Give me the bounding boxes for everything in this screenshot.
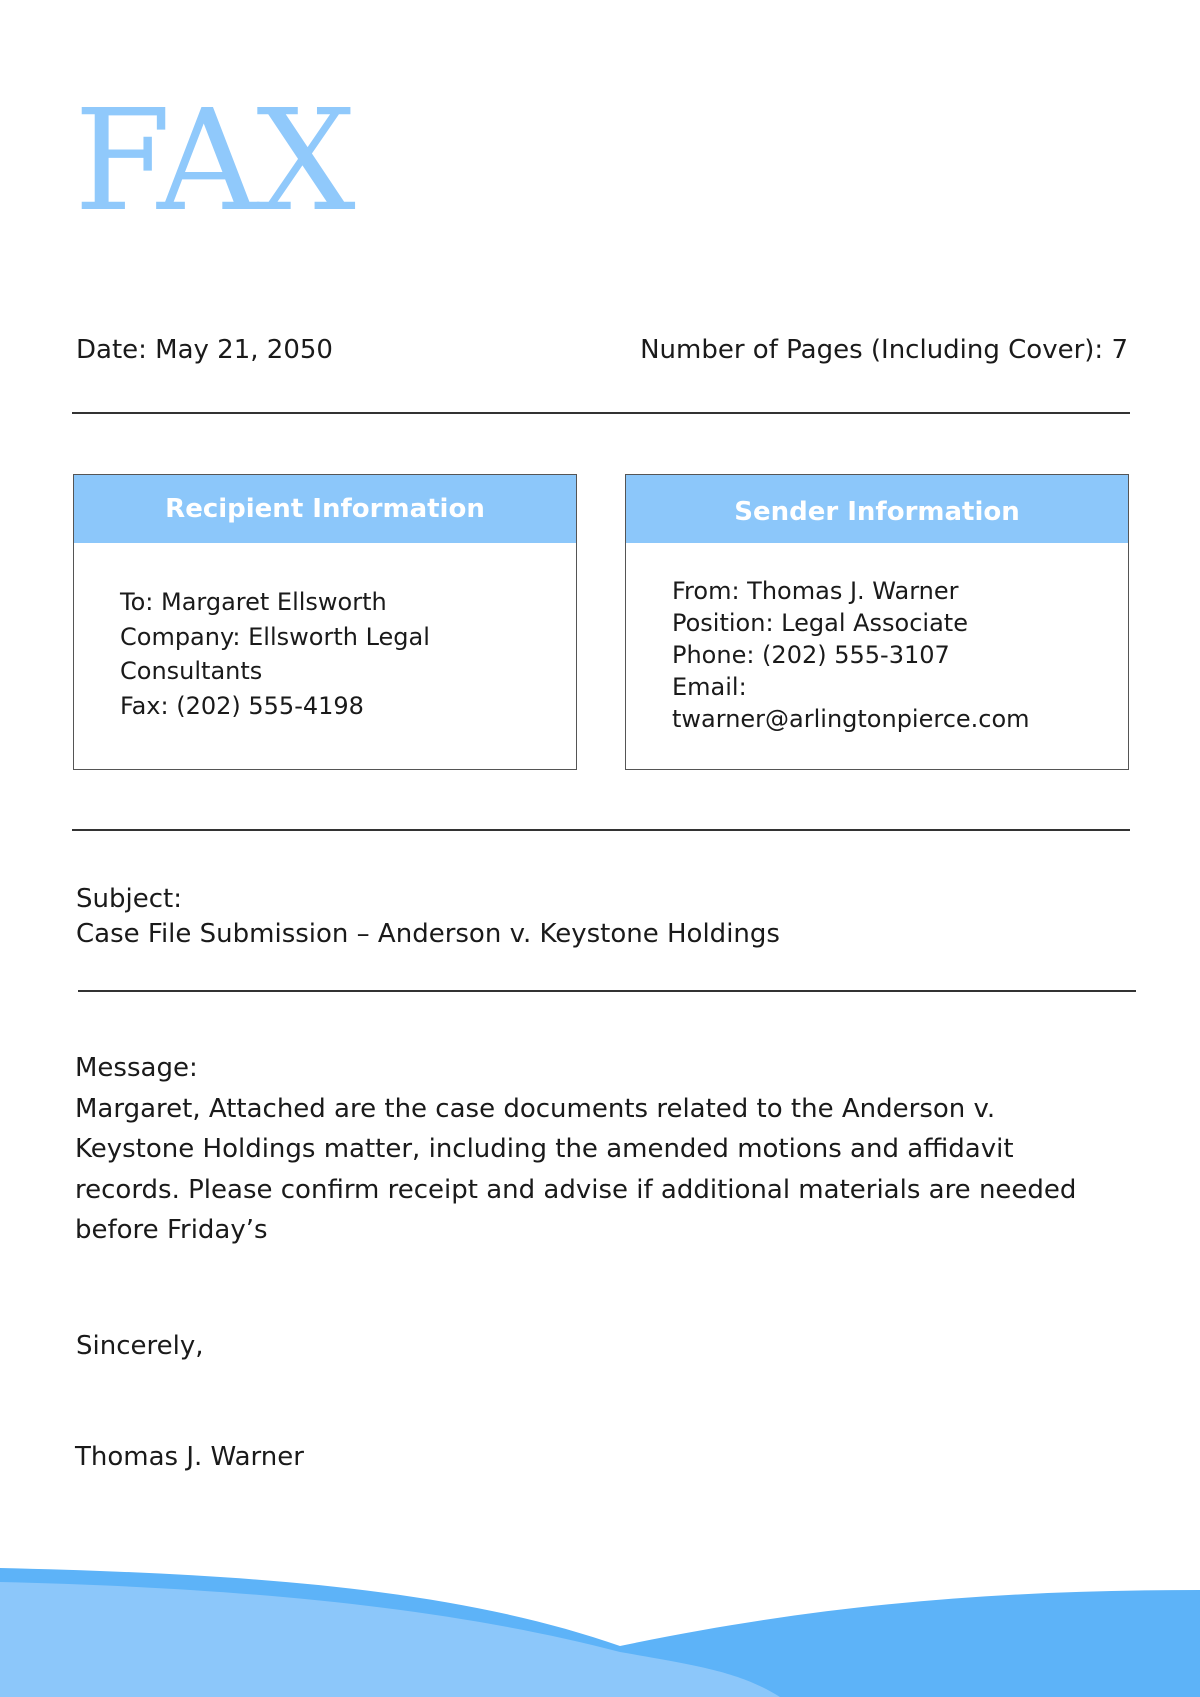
sender-info-body (672, 575, 1108, 735)
sender-from: From: Thomas J. Warner (672, 577, 959, 605)
divider-middle (72, 829, 1130, 831)
recipient-to: To: Margaret Ellsworth (120, 588, 387, 616)
message-line-2: Keystone Holdings matter, including the amended motions and affidavit (75, 1134, 1014, 1164)
recipient-info-heading: Recipient Information (74, 475, 576, 543)
sender-signature-name: Thomas J. Warner (75, 1442, 304, 1472)
message-line-1: Margaret, Attached are the case documents related to the Anderson v. (75, 1093, 996, 1124)
sender-email-label: Email: (672, 673, 747, 701)
divider-subject (78, 990, 1136, 992)
recipient-company-cont: Consultants (120, 657, 263, 685)
message-label: Message: (75, 1053, 198, 1083)
subject-label: Subject: (76, 884, 182, 914)
message-line-3: records. Please confirm receipt and advise if additional materials are needed (75, 1174, 1077, 1205)
message-line-4: before Friday’s (75, 1215, 268, 1245)
fax-date: Date: May 21, 2050 (76, 335, 333, 365)
fax-title: FAX (74, 80, 354, 243)
sender-phone: Phone: (202) 555-3107 (672, 641, 950, 669)
recipient-company: Company: Ellsworth Legal (120, 622, 430, 651)
page-count: Number of Pages (Including Cover): 7 (640, 335, 1128, 365)
sender-email: twarner@arlingtonpierce.com (672, 705, 1030, 733)
recipient-fax: Fax: (202) 555-4198 (120, 691, 364, 720)
sender-info-heading: Sender Information (626, 475, 1128, 543)
footer-wave (0, 1560, 1200, 1697)
subject-text: Case File Submission – Anderson v. Keystone Holdings (76, 919, 780, 949)
recipient-info-body (120, 585, 556, 723)
message-block (75, 1048, 1135, 1251)
sender-position: Position: Legal Associate (672, 609, 968, 637)
recipient-info-box (73, 474, 577, 770)
sender-info-box (625, 474, 1129, 770)
closing-salutation: Sincerely, (76, 1331, 204, 1361)
divider-top (72, 412, 1130, 414)
